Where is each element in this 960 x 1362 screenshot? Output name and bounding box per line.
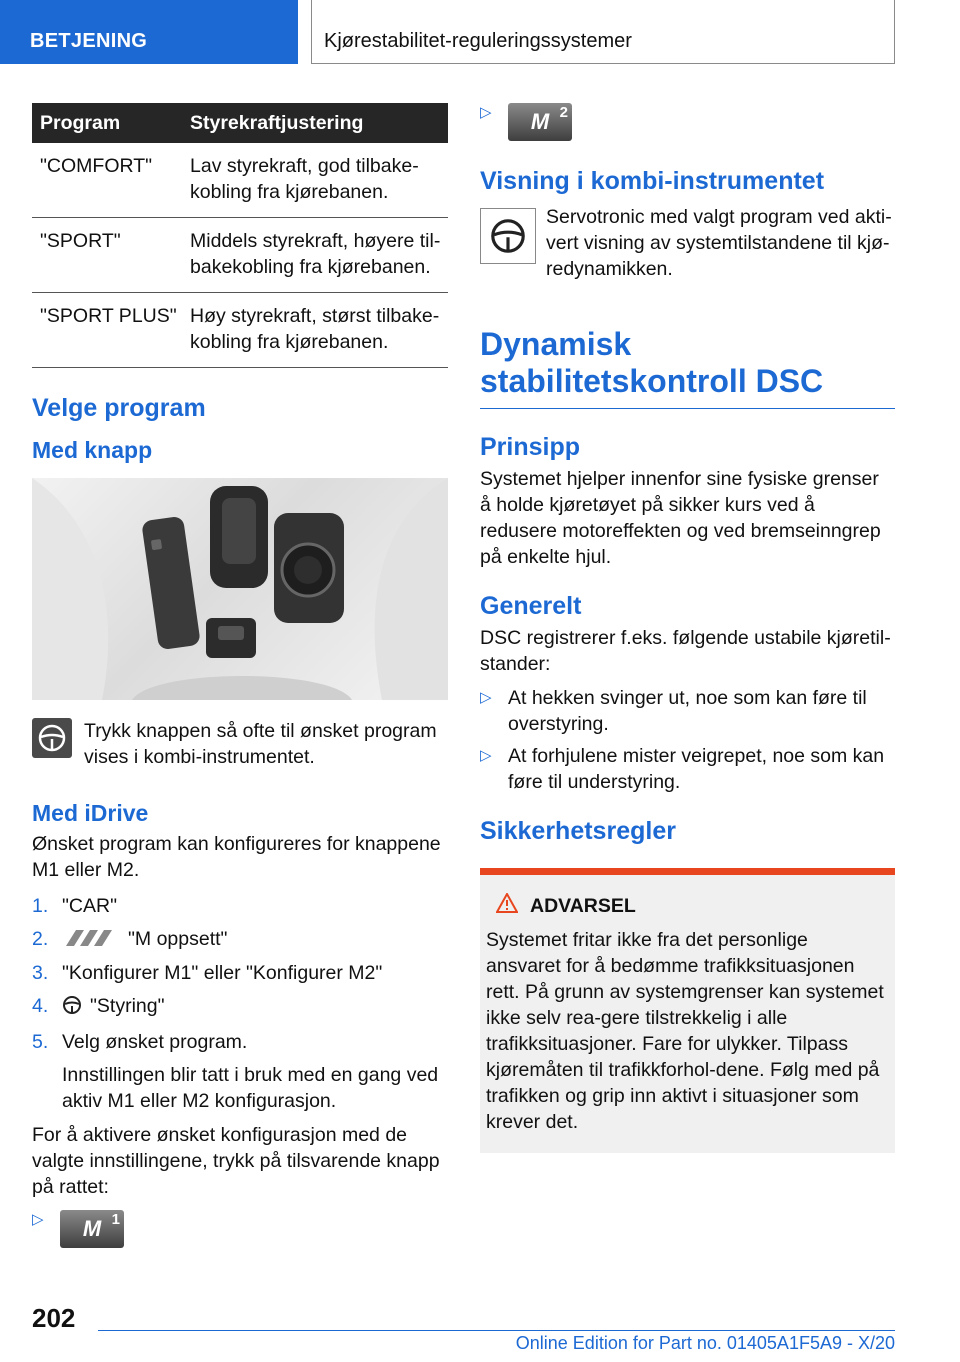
m1-row (32, 1210, 448, 1248)
heading-med-idrive: Med iDrive (32, 800, 149, 826)
knapp-text: Trykk knappen så ofte til ønsket program vises i kombi-instrumentet. (84, 720, 437, 768)
table-header-cell: Styrekraftjustering (182, 103, 448, 143)
program-table (32, 103, 448, 368)
steering-wheel-icon (62, 995, 82, 1022)
list-item (32, 893, 448, 919)
table-cell: "SPORT PLUS" (32, 293, 182, 368)
idrive-steps (32, 893, 448, 1055)
heading-dsc: Dynamisk stabilitetskontroll DSC (480, 326, 895, 409)
m2-button-icon (508, 103, 572, 141)
heading-prinsipp: Prinsipp (480, 433, 581, 461)
table-row (32, 293, 448, 368)
step-number: 4. (32, 994, 49, 1017)
center-console-illustration (32, 478, 448, 700)
m1-button-icon (60, 1210, 124, 1248)
steering-wheel-icon (480, 208, 536, 264)
list-item (32, 993, 448, 1022)
m1-sup: 1 (111, 1210, 120, 1228)
section-header: BETJENING (0, 0, 298, 64)
triangle-marker-icon: ▷ (32, 1210, 44, 1228)
idrive-intro: Ønsket program kan konfigureres for knappene M1 eller M2. (32, 833, 441, 881)
chapter-header: Kjørestabilitet-reguleringssystemer (311, 0, 895, 64)
step-number: 2. (32, 928, 49, 950)
heading-velge-program: Velge program (32, 394, 206, 422)
table-cell: "COMFORT" (32, 143, 182, 218)
table-header-row (32, 103, 448, 143)
bullet-text: At hekken svinger ut, noe som kan føre til overstyring. (508, 687, 867, 735)
triangle-marker-icon: ▷ (480, 747, 492, 764)
step-text: "M oppsett" (128, 928, 228, 950)
footer-rule (98, 1330, 895, 1331)
m1-label: M (82, 1215, 102, 1241)
prinsipp-text: Systemet hjelper innenfor sine fysiske grenser å holde kjøretøyet på sikker kurs ved å redusere motoreffekten og ved bremseinngrep på enkelte hjul. (480, 468, 881, 568)
step-text: Velg ønsket program. (62, 1030, 248, 1053)
heading-sikkerhet: Sikkerhetsregler (480, 817, 676, 845)
table-row (32, 143, 448, 218)
list-item (32, 960, 448, 986)
list-item (480, 685, 895, 737)
table-header-cell: Program (32, 103, 182, 143)
table-row (32, 218, 448, 293)
heading-generelt: Generelt (480, 592, 582, 620)
visning-row (480, 208, 895, 282)
m2-row (480, 103, 895, 141)
bullet-text: At forhjulene mister veigrepet, noe som kan føre til understyring. (508, 745, 885, 793)
page-number: 202 (32, 1303, 76, 1333)
visning-text: Servotronic med valgt program ved akti-vert visning av systemtilstandene til kjø-redynamikken. (546, 206, 892, 280)
center-console-photo (32, 478, 448, 700)
list-item (32, 926, 448, 953)
m2-label: M (530, 109, 550, 134)
triangle-marker-icon: ▷ (480, 689, 492, 706)
right-column (480, 103, 895, 1153)
step-text: "CAR" (62, 895, 118, 917)
step-number: 5. (32, 1030, 49, 1053)
table-cell: Høy styrekraft, størst tilbake-kobling fra kjørebanen. (182, 293, 448, 368)
triangle-marker-icon: ▷ (480, 104, 492, 121)
warning-text: Systemet fritar ikke fra det personlige ansvaret for å bedømme trafikksituasjonen rett. På grunn av systemgrenser kan systemet ikke selv rea-gere tilstrekkelig i alle trafikksituasjoner. Fare for ulykker. Tilpass kjøremåten til trafikkforhol-dene. Følg med på trafikken og grip inn aktivt i situasjoner som krever det. (486, 929, 884, 1133)
step-number: 3. (32, 961, 49, 984)
m-settings-icon (62, 927, 116, 953)
heading-med-knapp: Med knapp (32, 437, 153, 463)
list-item (480, 743, 895, 795)
knapp-instruction (32, 718, 448, 770)
table-cell: Lav styrekraft, god tilbake-kobling fra kjørebanen. (182, 143, 448, 218)
heading-visning: Visning i kombi-instrumentet (480, 167, 825, 195)
step-number: 1. (32, 895, 49, 917)
steering-wheel-icon (32, 718, 72, 758)
table-cell: "SPORT" (32, 218, 182, 293)
warning-triangle-icon (496, 893, 518, 919)
generelt-text: DSC registrerer f.eks. følgende ustabile kjøretil-stander: (480, 627, 891, 675)
table-cell: Middels styrekraft, høyere til-bakekobling fra kjørebanen. (182, 218, 448, 293)
m2-sup: 2 (559, 104, 568, 121)
step-text: "Styring" (90, 994, 165, 1017)
activate-text: For å aktivere ønsket konfigurasjon med de valgte innstillingene, trykk på tilsvarende knapp på rattet: (32, 1123, 440, 1198)
warning-box (480, 868, 895, 1153)
footer-edition: Online Edition for Part no. 01405A1F5A9 - X/20 (515, 1333, 895, 1353)
list-item (32, 1029, 448, 1055)
step-text: "Konfigurer M1" eller "Konfigurer M2" (62, 961, 383, 984)
dsc-bullets (480, 685, 895, 795)
warning-title: ADVARSEL (530, 894, 636, 917)
step5-note: Innstillingen blir tatt i bruk med en gang ved aktiv M1 eller M2 konfigurasjon. (62, 1063, 439, 1112)
left-column (32, 103, 448, 1248)
warning-title-row (496, 893, 887, 919)
